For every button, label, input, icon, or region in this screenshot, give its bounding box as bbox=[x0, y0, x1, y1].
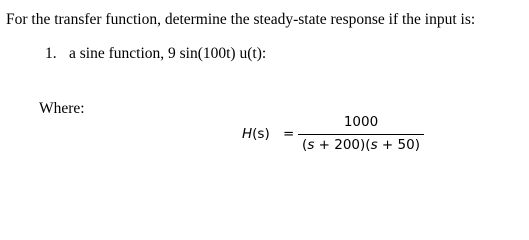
den-term2: + 50) bbox=[377, 137, 420, 153]
fraction-bar bbox=[298, 134, 424, 135]
equation-lhs-variable: H bbox=[242, 126, 253, 142]
den-var1: s bbox=[307, 137, 315, 153]
equation-lhs-argument: (s) bbox=[252, 126, 270, 142]
den-paren2: ( bbox=[365, 137, 371, 153]
fraction-numerator: 1000 bbox=[343, 114, 379, 130]
den-paren1: ( bbox=[302, 137, 308, 153]
where-label: Where: bbox=[39, 100, 85, 117]
list-item-text: a sine function, 9 sin(100t) u(t): bbox=[69, 45, 267, 62]
den-var2: s bbox=[370, 137, 378, 153]
list-item-number: 1. bbox=[45, 45, 57, 62]
equation-fraction bbox=[298, 116, 424, 160]
fraction-denominator bbox=[298, 139, 424, 153]
problem-intro: For the transfer function, determine the steady-state response if the input is: bbox=[6, 11, 476, 28]
list-item bbox=[45, 46, 266, 62]
equation-lhs bbox=[242, 128, 270, 142]
den-term1: + 200) bbox=[314, 137, 366, 153]
equation-equals: = bbox=[283, 126, 295, 142]
